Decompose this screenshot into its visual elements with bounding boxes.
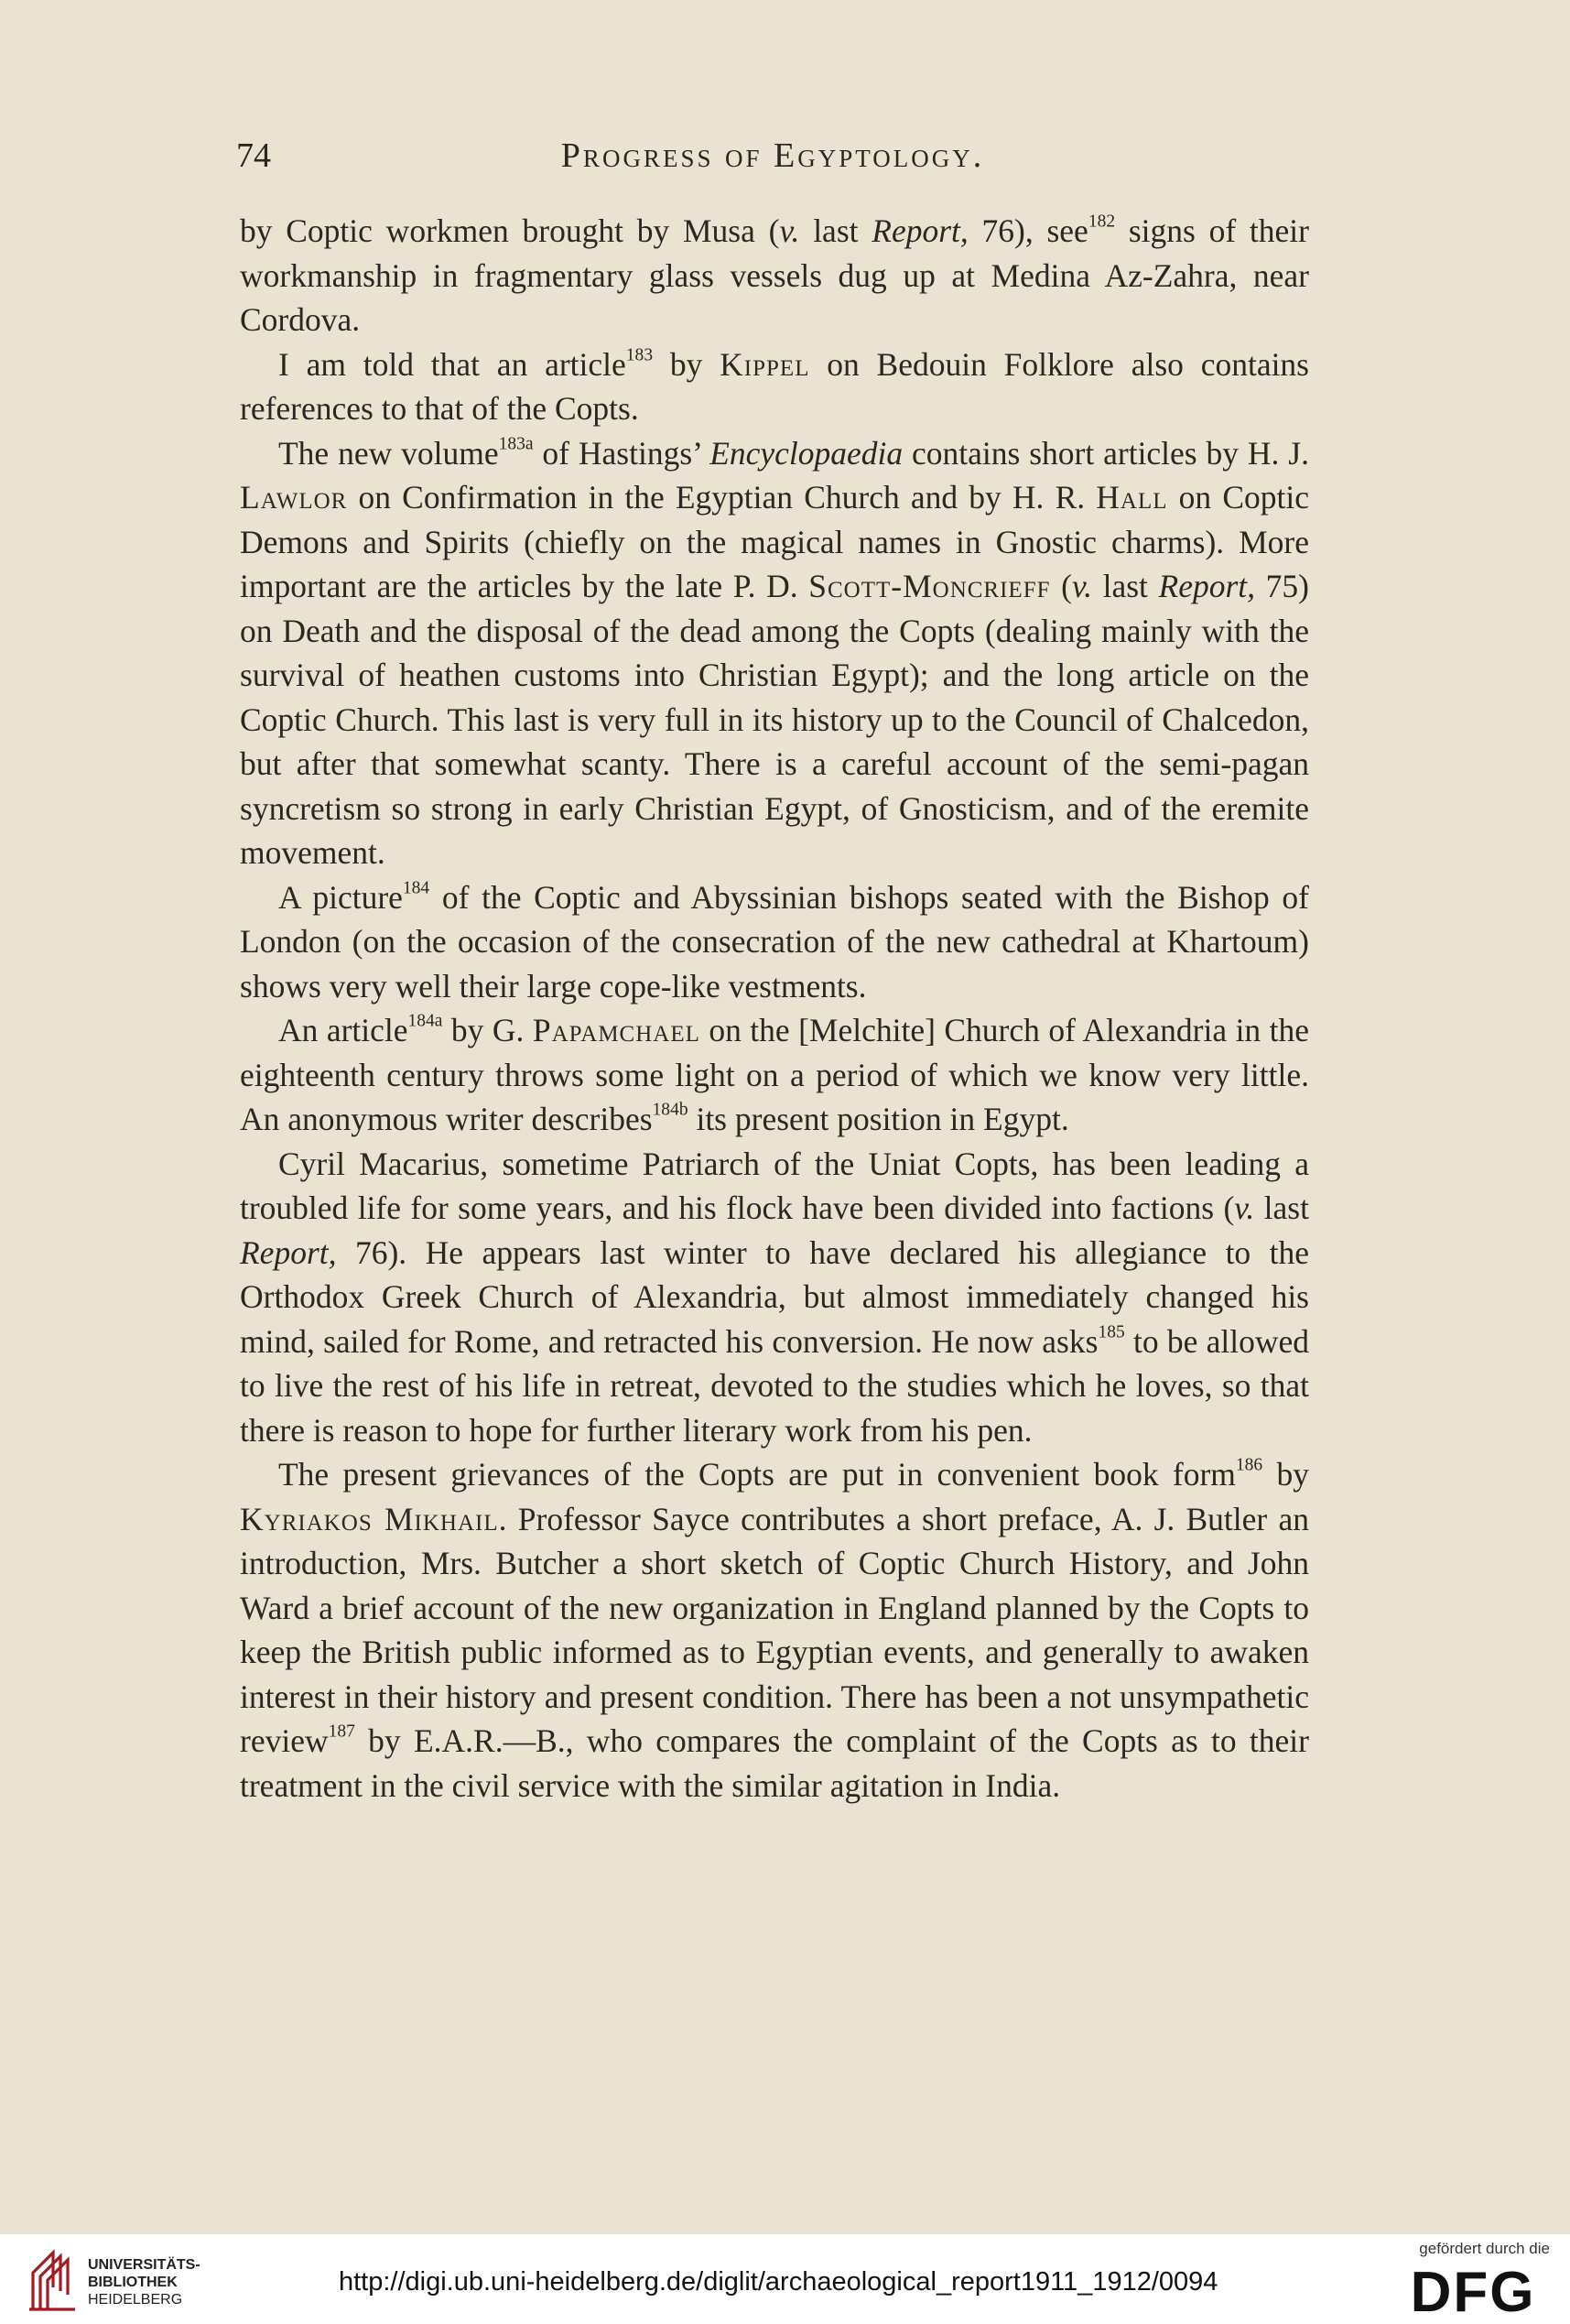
footer-bar	[0, 2234, 1570, 2324]
text-run: The new volume	[278, 434, 499, 472]
text-run: Kippel	[720, 345, 810, 383]
text-run: An article	[278, 1012, 408, 1048]
text-run: Lawlor	[240, 479, 348, 516]
library-name-line-2: BIBLIOTHEK	[88, 2275, 178, 2290]
page-header	[236, 136, 1309, 183]
text-run: by	[653, 345, 720, 383]
footnote-ref: 182	[1088, 212, 1116, 232]
text-run: The present grievances of the Copts are put in convenient book form	[278, 1456, 1236, 1493]
text-run: of the Coptic and Abyssinian bishops seated with the Bishop of London (on the occasion of the consecration of the new cathedral at Khartoum) shows very well their large cope-like vestments.	[240, 878, 1309, 1005]
text-run: Report,	[872, 212, 969, 249]
running-title: Progress of Egyptology.	[560, 136, 985, 175]
text-run: last	[799, 212, 872, 249]
text-run: signs of their workmanship in fragmentary glass vessels dug up at Medina Az-Zahra, near Cordova.	[240, 212, 1309, 338]
footnote-ref: 184	[402, 877, 430, 897]
text-run: of Hastings’	[533, 434, 710, 472]
footnote-ref: 184b	[652, 1100, 688, 1120]
text-run: v.	[1234, 1189, 1255, 1226]
dfg-logo-text: DFG	[1410, 2262, 1536, 2319]
text-run: Scott-Moncrieff	[808, 568, 1051, 604]
text-run: Encyclopaedia	[709, 434, 904, 472]
text-run: by G.	[442, 1012, 533, 1048]
text-run: v.	[1071, 568, 1092, 604]
page-number: 74	[236, 136, 271, 175]
text-run: . Professor Sayce contributes a short preface, A. J. Butler an introduction, Mrs. Butcher a short sketch of Coptic Church History, and John Ward a brief account of the new organization in England planned by the Copts to keep the British public informed as to Egyptian events, and generally to awaken interest in their history and present condition. There has been a not unsympathetic review	[240, 1500, 1309, 1759]
paragraph	[240, 1452, 1309, 1808]
text-run: v.	[779, 212, 800, 249]
footnote-ref: 186	[1235, 1455, 1263, 1475]
text-run: on Bedouin Folklore also contains references to that of the Copts.	[240, 345, 1309, 427]
footnote-ref: 183a	[498, 433, 534, 453]
text-run: 76). He appears last winter to have declared his allegiance to the Orthodox Greek Church of Alexandria, but almost immediately changed his mind, sailed for Rome, and retracted his conversion. He now asks	[240, 1233, 1309, 1360]
library-name	[88, 2256, 200, 2308]
text-run: on Confirmation in the Egyptian Church and by H. R.	[347, 479, 1097, 516]
footnote-ref: 185	[1098, 1321, 1125, 1341]
text-run: Cyril Macarius, sometime Patriarch of the Uniat Copts, has been leading a troubled life for some years, and his flock have been divided into factions (	[240, 1145, 1309, 1226]
paragraph	[240, 342, 1309, 431]
text-run: Report,	[1158, 568, 1256, 604]
text-run: last	[1254, 1189, 1309, 1226]
text-run: on the [Melchite] Church of Alexandria in the eighteenth century throws some light on a period of which we know very little. An anonymous writer describes	[240, 1012, 1310, 1137]
paragraph	[240, 1142, 1309, 1453]
text-run: 76), see	[968, 212, 1088, 249]
dfg-logo-icon	[1400, 2262, 1546, 2319]
paragraph	[240, 209, 1309, 342]
paragraph	[240, 431, 1309, 875]
funding-note: gefördert durch die	[1419, 2240, 1550, 2257]
paragraph	[240, 1008, 1309, 1142]
text-run: Report,	[240, 1233, 337, 1271]
text-run: by	[1262, 1456, 1310, 1493]
footnote-ref: 184a	[407, 1011, 443, 1031]
body-text	[240, 209, 1309, 1808]
text-run: I am told that an article	[278, 345, 626, 383]
text-run: on Coptic Demons and Spirits (chiefly on the magical names in Gnostic charms). More important are the articles by the late P. D.	[240, 479, 1309, 604]
text-run: Papamchael	[532, 1012, 700, 1048]
text-run: its present position in Egypt.	[688, 1101, 1069, 1137]
library-logo-icon	[26, 2245, 82, 2313]
text-run: by E.A.R.—B., who compares the complaint of the Copts as to their treatment in the civil service with the similar agitation in India.	[240, 1722, 1309, 1804]
source-url-link[interactable]: http://digi.ub.uni-heidelberg.de/diglit/archaeological_report1911_1912/0094	[339, 2267, 1218, 2297]
text-run: by Coptic workmen brought by Musa (	[240, 212, 780, 249]
paragraph	[240, 875, 1309, 1009]
text-run: (	[1050, 568, 1072, 604]
library-name-line-1: UNIVERSITÄTS-	[88, 2257, 200, 2273]
text-run: A picture	[278, 878, 403, 916]
text-run: Hall	[1096, 479, 1168, 516]
library-name-line-3: HEIDELBERG	[88, 2292, 183, 2308]
text-run: Kyriakos Mikhail	[240, 1500, 499, 1537]
footnote-ref: 183	[625, 344, 654, 364]
text-run: last	[1091, 568, 1159, 604]
text-run: contains short articles by H. J.	[903, 434, 1309, 472]
text-run: 75) on Death and the disposal of the dead among the Copts (dealing mainly with the survival of heathen customs into Christian Egypt); and the long article on the Coptic Church. This last is very full in its history up to the Council of Chalcedon, but after that somewhat scanty. There is a careful account of the semi-pagan syncretism so strong in early Christian Egypt, of Gnosticism, and of the eremite movement.	[240, 568, 1309, 871]
footnote-ref: 187	[328, 1721, 355, 1742]
text-run: to be allowed to live the rest of his life in retreat, devoted to the studies which he loves, so that there is reason to hope for further literary work from his pen.	[240, 1322, 1310, 1449]
